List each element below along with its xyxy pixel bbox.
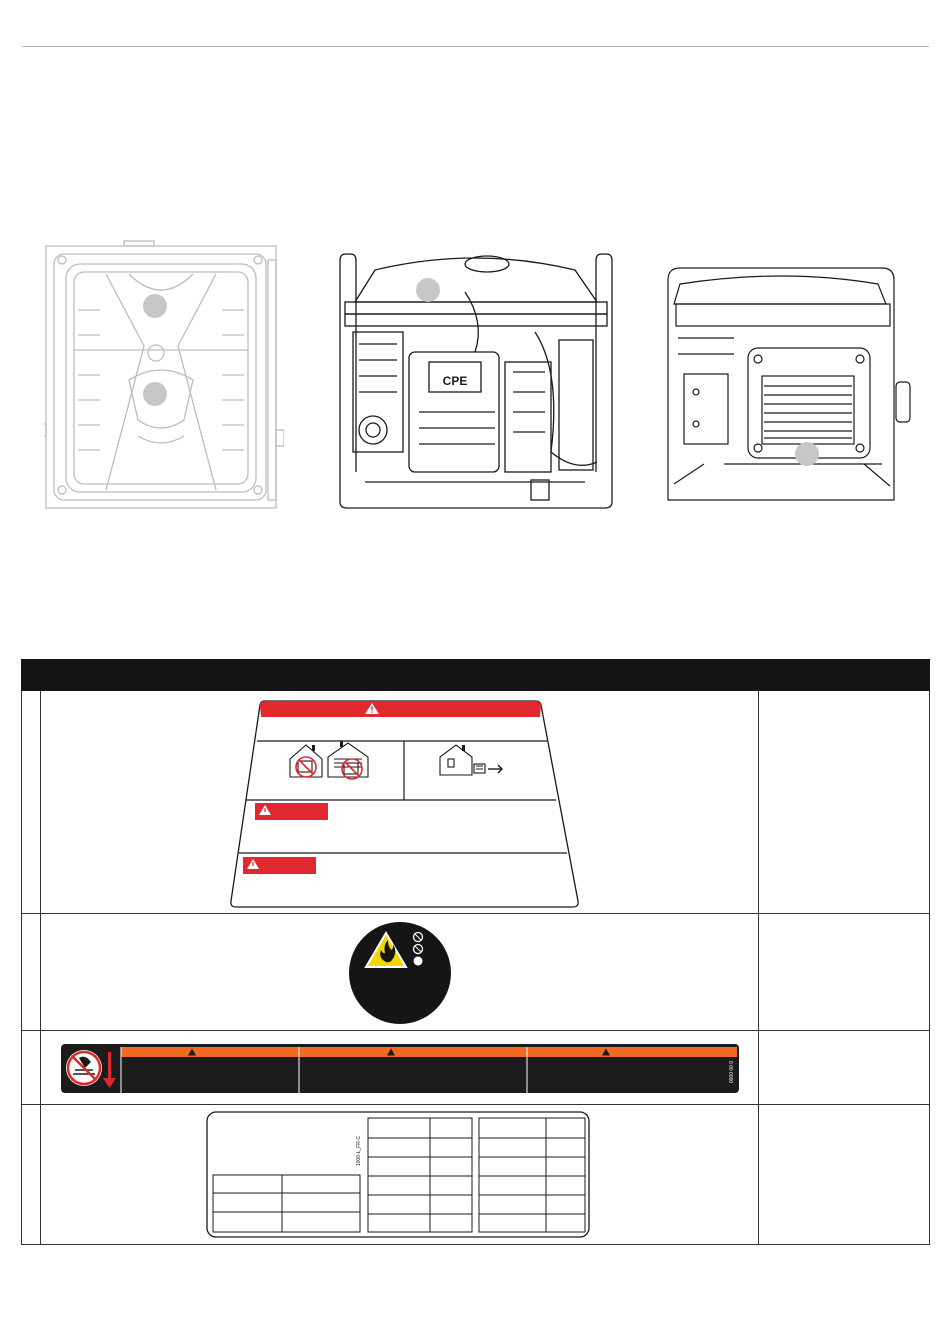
callout-marker: [143, 294, 167, 318]
column-divider: [758, 691, 759, 1244]
spec-label-code: 1000-L_FR-C: [356, 1135, 362, 1167]
warning-header-bar: [121, 1047, 737, 1057]
labels-table-header: [21, 659, 930, 691]
warning-strip-code: 0000 00 0: [729, 1060, 735, 1084]
no-touch-hot-icon: [66, 1050, 102, 1086]
specification-label: [206, 1111, 591, 1239]
hot-surface-warning-label: [61, 1044, 741, 1094]
danger-carbon-monoxide-label: [228, 697, 588, 909]
exhaust-side-view-illustration: [664, 264, 912, 506]
row-divider: [22, 1104, 929, 1105]
top-view-illustration: [44, 240, 284, 512]
top-rule: [22, 46, 929, 47]
row-divider: [22, 913, 929, 914]
callout-marker: [795, 442, 819, 466]
cylinder-head-text: CPE: [442, 374, 468, 388]
danger-header-bar: [260, 701, 541, 717]
callout-marker: [143, 382, 167, 406]
engine-side-view-illustration: [335, 252, 617, 510]
callout-marker: [416, 278, 440, 302]
flammable-fuel-label: [348, 920, 452, 1026]
column-divider: [40, 691, 41, 1244]
row-divider: [22, 1030, 929, 1031]
